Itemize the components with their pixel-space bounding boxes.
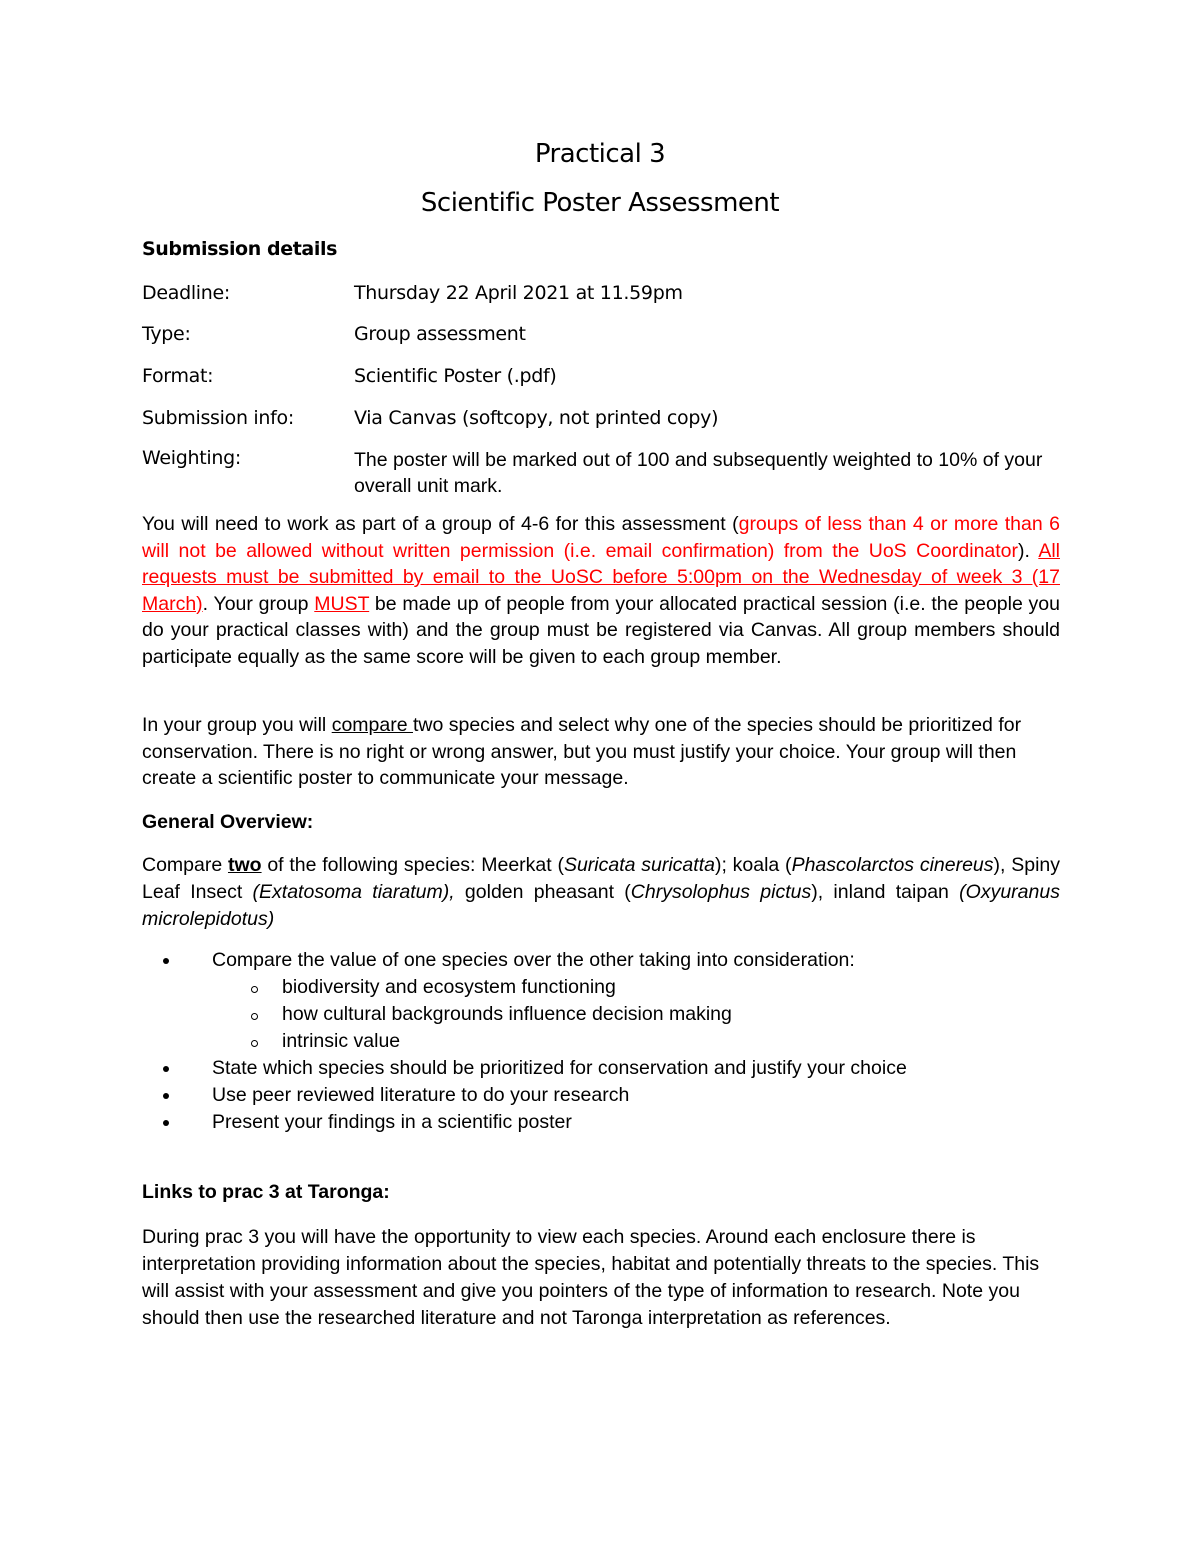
requirements-list	[142, 947, 1060, 1136]
list-item	[142, 1028, 1060, 1055]
submission-details-heading: Submission details	[142, 238, 337, 260]
bullet-icon	[163, 1093, 169, 1099]
detail-value: Thursday 22 April 2021 at 11.59pm	[354, 282, 683, 304]
text-run: ), Spiny Leaf Insect	[142, 854, 1060, 903]
detail-value: Via Canvas (softcopy, not printed copy)	[354, 407, 719, 429]
text-run: You will need to work as part of a group of 4-6 for this assessment (	[142, 513, 739, 535]
list-item	[142, 1001, 1060, 1028]
list-item-text: State which species should be prioritized for conservation and justify your choice	[212, 1057, 907, 1079]
text-run-red-underline: MUST	[314, 592, 370, 615]
text-run-italic: Chrysolophus pictus	[630, 881, 812, 903]
detail-label: Format:	[142, 365, 214, 387]
text-run-italic: Suricata suricatta	[563, 854, 715, 876]
list-item-text: how cultural backgrounds influence decision making	[282, 1003, 732, 1025]
text-run-bold-underline: two	[227, 854, 262, 876]
text-run-italic: (Oxyuranus microlepidotus)	[142, 881, 1060, 930]
detail-value: The poster will be marked out of 100 and subsequently weighted to 10% of your overall unit mark.	[354, 449, 1043, 497]
text-run-red: groups of less than 4 or more than 6 will not be allowed without written permission (i.e. email confirmation) from the UoS Coordinator	[142, 513, 1060, 562]
text-run: ); koala (	[714, 854, 792, 876]
list-item-text: intrinsic value	[282, 1030, 401, 1052]
list-item-text: Use peer reviewed literature to do your research	[212, 1084, 630, 1106]
detail-label: Weighting:	[142, 447, 241, 469]
group-requirements-paragraph	[142, 511, 1060, 670]
hollow-bullet-icon	[251, 986, 258, 993]
bullet-icon	[163, 958, 169, 964]
text-run: golden pheasant (	[454, 881, 631, 903]
taronga-paragraph: During prac 3 you will have the opportunity to view each species. Around each enclosure there is interpretation providing information about the species, habitat and potentially threats to the species. This will assist with your assessment and give you pointers of the type of information to research. Note you should then use the researched literature and not Taronga interpretation as references.	[142, 1226, 1040, 1329]
list-item	[142, 947, 1060, 974]
text-run: In your group you will	[142, 714, 332, 736]
document-subtitle: Scientific Poster Assessment	[420, 188, 780, 218]
hollow-bullet-icon	[251, 1040, 258, 1047]
list-item	[142, 974, 1060, 1001]
text-run: ).	[1018, 539, 1039, 562]
general-overview-heading: General Overview:	[142, 811, 314, 833]
text-run: . Your group	[202, 592, 315, 615]
detail-value: Scientific Poster (.pdf)	[354, 365, 557, 387]
text-run: Compare	[142, 854, 228, 876]
detail-label: Submission info:	[142, 407, 294, 429]
detail-label: Type:	[142, 323, 191, 345]
list-item	[142, 1109, 1060, 1136]
text-run: be made up of people from your allocated practical session (i.e. the people you do your practical classes with) and the group must be registered via Canvas. All group members should participate equally as the same score will be given to each group member.	[142, 592, 1060, 668]
text-run-red-underline: All requests must be submitted by email to the UoSC before 5:00pm on the Wednesday of week 3 (17 March)	[142, 539, 1060, 615]
text-run-underline: compare	[331, 714, 413, 736]
bullet-icon	[163, 1066, 169, 1072]
hollow-bullet-icon	[251, 1013, 258, 1020]
detail-value: Group assessment	[354, 323, 526, 345]
list-item	[142, 1082, 1060, 1109]
text-run-italic: (Extatosoma tiaratum),	[252, 881, 455, 903]
task-paragraph	[142, 712, 1066, 792]
list-item	[142, 1055, 1060, 1082]
text-run: two species and select why one of the species should be prioritized for conservation. There is no right or wrong answer, but you must justify your choice. Your group will then create a scientific poster to communicate your message.	[142, 714, 1022, 789]
list-item-text: Present your findings in a scientific poster	[212, 1111, 572, 1133]
document-page	[142, 0, 1062, 1553]
species-paragraph	[142, 852, 1060, 933]
detail-label: Deadline:	[142, 282, 231, 304]
list-item-text: Compare the value of one species over the other taking into consideration:	[212, 949, 855, 971]
bullet-icon	[163, 1120, 169, 1126]
links-heading: Links to prac 3 at Taronga:	[142, 1181, 390, 1203]
text-run: of the following species: Meerkat (	[261, 854, 564, 876]
text-run-italic: Phascolarctos cinereus	[791, 854, 994, 876]
text-run: ), inland taipan	[811, 881, 960, 903]
list-item-text: biodiversity and ecosystem functioning	[282, 976, 616, 998]
document-title: Practical 3	[534, 139, 666, 169]
